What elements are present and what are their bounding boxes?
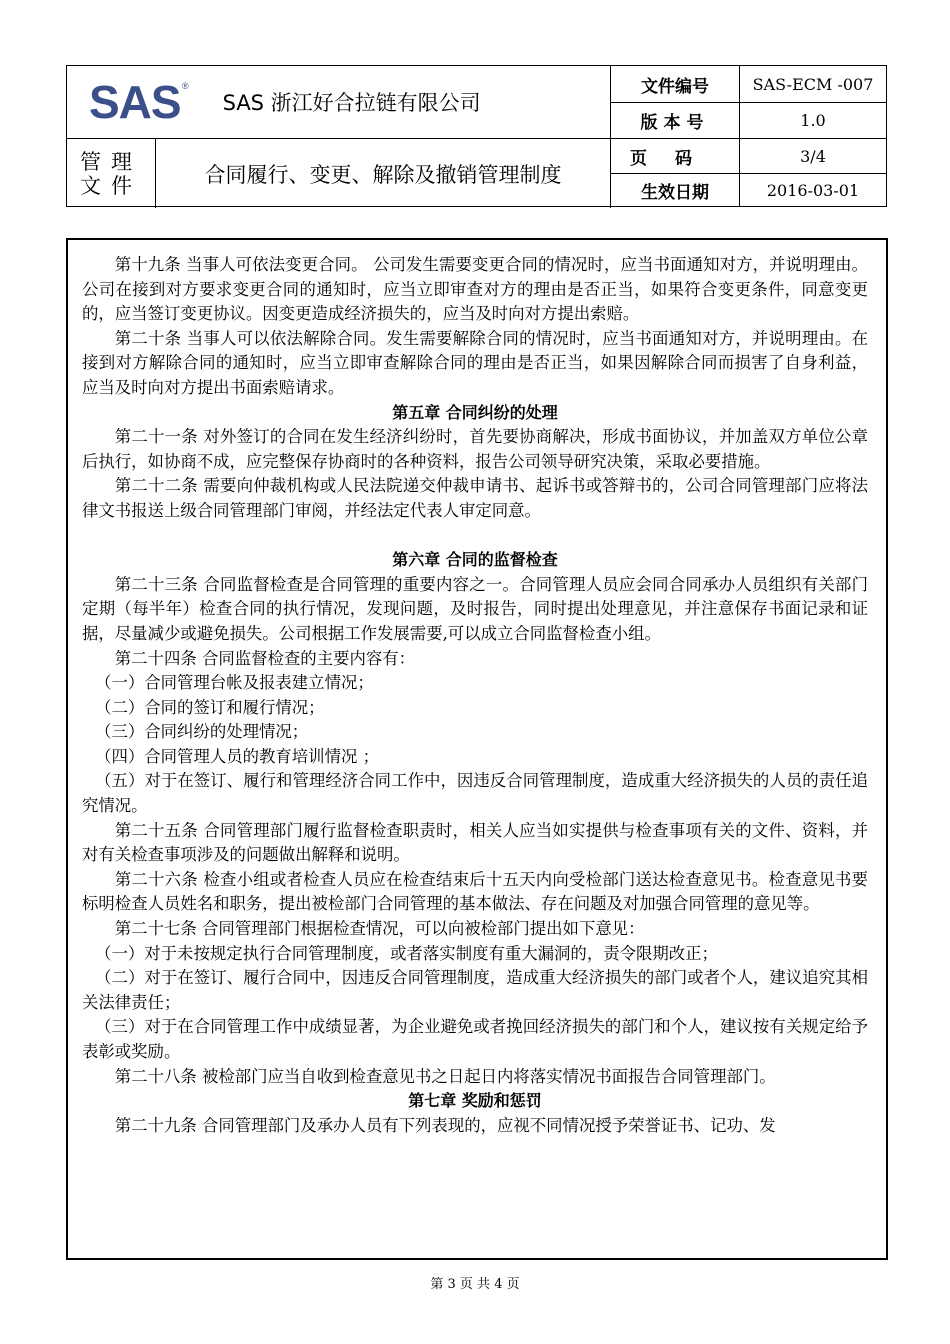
company-logo	[89, 76, 189, 128]
list-item: （二）合同的签订和履行情况；	[95, 697, 325, 717]
doc-number-value: SAS-ECM -007	[740, 66, 886, 103]
page-label: 页码	[611, 139, 740, 174]
logo-text: SAS	[89, 76, 181, 128]
article-19: 第十九条 当事人可依法变更合同。 公司发生需要变更合同的情况时，应当书面通知对方，并说明理由。公司在接到对方要求变更合同的通知时，应当立即审查对方的理由是否正当，如果符合变更条件，同意变更的，应当签订变更协议。因变更造成经济损失的，应当及时向对方提出索赔。	[82, 255, 868, 324]
company-name: SAS 浙江好合拉链有限公司	[222, 91, 481, 115]
list-item: （四）合同管理人员的教育培训情况 ；	[95, 746, 379, 766]
article-22: 第二十二条 需要向仲裁机构或人民法院递交仲裁申请书、起诉书或答辩书的，公司合同管理部门应将法律文书报送上级合同管理部门审阅，并经法定代表人审定同意。	[82, 476, 868, 520]
document-body	[82, 253, 868, 1273]
document-title: 合同履行、变更、解除及撤销管理制度	[204, 162, 562, 187]
chapter-6-heading: 第六章 合同的监督检查	[392, 550, 558, 570]
article-27: 第二十七条 合同管理部门根据检查情况，可以向被检部门提出如下意见：	[114, 919, 645, 939]
version-value: 1.0	[740, 103, 886, 139]
effective-date-label: 生效日期	[611, 174, 740, 206]
list-item: （一）合同管理台帐及报表建立情况；	[95, 673, 374, 693]
page-value: 3/4	[740, 139, 886, 174]
opinion-item: （三）对于在合同管理工作中成绩显著，为企业避免或者挽回经济损失的部门和个人，建议按有关规定给予表彰或奖励。	[82, 1017, 868, 1061]
doc-number-label: 文件编号	[611, 66, 740, 103]
company-cell	[67, 66, 611, 139]
list-item: （三）合同纠纷的处理情况；	[95, 722, 309, 742]
page-footer: 第 3 页 共 4 页	[430, 1277, 520, 1292]
article-20: 第二十条 当事人可以依法解除合同。发生需要解除合同的情况时，应当书面通知对方，并说明理由。在接到对方解除合同的通知时，应当立即审查解除合同的理由是否正当，如果因解除合同而损害了自身利益，应当及时向对方提出书面索赔请求。	[82, 328, 868, 397]
document-header-table	[66, 65, 887, 207]
management-doc-cell	[67, 139, 156, 208]
opinion-item: （二）对于在签订、履行合同中，因违反合同管理制度，造成重大经济损失的部门或者个人，建议追究其相关法律责任；	[82, 968, 868, 1012]
article-21: 第二十一条 对外签订的合同在发生经济纠纷时，首先要协商解决，形成书面协议，并加盖双方单位公章后执行，如协商不成，应完整保存协商时的各种资料，报告公司领导研究决策，采取必要措施。	[82, 427, 868, 471]
opinion-item: （一）对于未按规定执行合同管理制度，或者落实制度有重大漏洞的，责令限期改正；	[95, 943, 718, 963]
chapter-7-heading: 第七章 奖励和惩罚	[408, 1091, 542, 1111]
registered-mark: ®	[181, 81, 189, 91]
article-29: 第二十九条 合同管理部门及承办人员有下列表现的，应视不同情况授予荣誉证书、记功、发	[114, 1115, 776, 1135]
article-25: 第二十五条 合同管理部门履行监督检查职责时，相关人应当如实提供与检查事项有关的文件、资料，并对有关检查事项涉及的问题做出解释和说明。	[82, 820, 868, 865]
list-item: （五）对于在签订、履行和管理经济合同工作中，因违反合同管理制度，造成重大经济损失的人员的责任追究情况。	[82, 771, 868, 816]
blank-line	[82, 524, 868, 549]
article-28: 第二十八条 被检部门应当自收到检查意见书之日起日内将落实情况书面报告合同管理部门。	[114, 1066, 776, 1086]
management-label-line2: 文件	[80, 173, 142, 198]
chapter-5-heading: 第五章 合同纠纷的处理	[392, 402, 558, 422]
article-24: 第二十四条 合同监督检查的主要内容有：	[114, 648, 416, 668]
effective-date-value: 2016-03-01	[766, 180, 860, 200]
article-26: 第二十六条 检查小组或者检查人员应在检查结束后十五天内向受检部门送达检查意见书。检查意见书要标明检查人员姓名和职务，提出被检部门合同管理的基本做法、存在问题及对加强合同管理的意见等。	[82, 869, 868, 914]
management-label-line1: 管理	[80, 149, 142, 174]
doc-title-cell	[156, 139, 611, 208]
article-23: 第二十三条 合同监督检查是合同管理的重要内容之一。合同管理人员应会同合同承办人员组织有关部门定期（每半年）检查合同的执行情况，发现问题，及时报告，同时提出处理意见，并注意保存书面记录和证据，尽量减少或避免损失。公司根据工作发展需要,可以成立合同监督检查小组。	[82, 574, 868, 643]
version-label: 版本号	[611, 103, 740, 139]
